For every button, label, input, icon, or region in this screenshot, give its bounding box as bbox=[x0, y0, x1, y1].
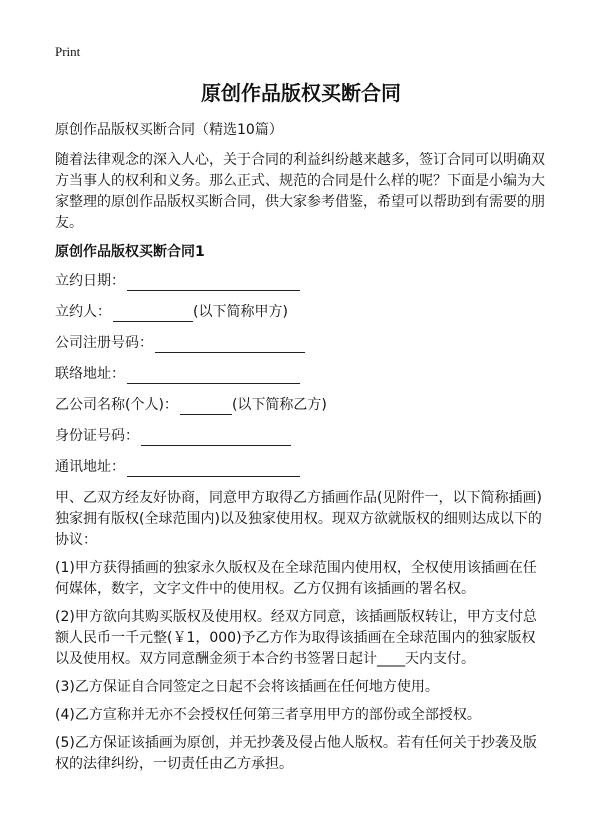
reg-no-label: 公司注册号码： bbox=[55, 335, 153, 351]
id-no-label: 身份证号码： bbox=[55, 428, 139, 444]
party-b-suffix: (以下简称乙方) bbox=[231, 397, 327, 413]
document-subtitle: 原创作品版权买断合同（精选10篇） bbox=[55, 122, 283, 138]
clause-1: (1)甲方获得插画的独家永久版权及在全球范围内使用权，全权使用该插画在任何媒体，数字，文字文件中的使用权。乙方仅拥有该插画的署名权。 bbox=[55, 560, 537, 597]
reg-no-blank bbox=[155, 337, 305, 353]
intro-paragraph: 随着法律观念的深入人心，关于合同的利益纠纷越来越多，签订合同可以明确双方当事人的权利和义务。那么正式、规范的合同是什么样的呢？下面是小编为大家整理的原创作品版权买断合同，供大家参考借鉴，希望可以帮助到有需要的朋友。 bbox=[55, 152, 545, 231]
clause-5: (5)乙方保证该插画为原创，并无抄袭及侵占他人版权。若有任何关于抄袭及版权的法律纠纷，一切责任由乙方承担。 bbox=[55, 735, 537, 772]
form-row-mail-address bbox=[55, 457, 547, 477]
form-row-party-b bbox=[55, 395, 547, 415]
id-no-blank bbox=[141, 430, 291, 446]
form-row-reg-no bbox=[55, 333, 547, 353]
contact-address-blank bbox=[127, 368, 300, 384]
mail-address-blank bbox=[127, 461, 300, 477]
party-a-blank bbox=[113, 306, 193, 322]
document-title: 原创作品版权买断合同 bbox=[201, 81, 401, 105]
date-blank bbox=[127, 275, 300, 291]
form-row-contact-address bbox=[55, 364, 547, 384]
party-a-suffix: (以下简称甲方) bbox=[193, 304, 288, 320]
clause-4: (4)乙方宣称并无亦不会授权任何第三者享用甲方的部份或全部授权。 bbox=[55, 707, 481, 723]
agreement-intro: 甲、乙双方经友好协商，同意甲方取得乙方插画作品(见附件一，以下简称插画)独家拥有版权(全球范围内)以及独家使用权。现双方欲就版权的细则达成以下的协议： bbox=[55, 490, 542, 548]
clause-3: (3)乙方保证自合同签定之日起不会将该插画在任何地方使用。 bbox=[55, 679, 439, 695]
form-row-date bbox=[55, 271, 547, 291]
contact-address-label: 联络地址： bbox=[55, 366, 125, 382]
date-label: 立约日期： bbox=[55, 273, 125, 289]
mail-address-label: 通讯地址： bbox=[55, 459, 125, 475]
party-b-blank bbox=[180, 399, 232, 415]
section-heading: 原创作品版权买断合同1 bbox=[55, 244, 205, 260]
form-row-id-no bbox=[55, 426, 547, 446]
form-row-party-a bbox=[55, 302, 547, 322]
clause-2: (2)甲方欲向其购买版权及使用权。经双方同意，该插画版权转让，甲方支付总额人民币一千元整(￥1，000)予乙方作为取得该插画在全球范围内的独家版权以及使用权。双方同意酬金须于本合约书签署日起计____天内支付。 bbox=[55, 609, 537, 667]
party-a-label: 立约人： bbox=[55, 304, 111, 320]
party-b-label: 乙公司名称(个人)： bbox=[55, 397, 178, 413]
print-link[interactable]: Print bbox=[55, 44, 81, 59]
